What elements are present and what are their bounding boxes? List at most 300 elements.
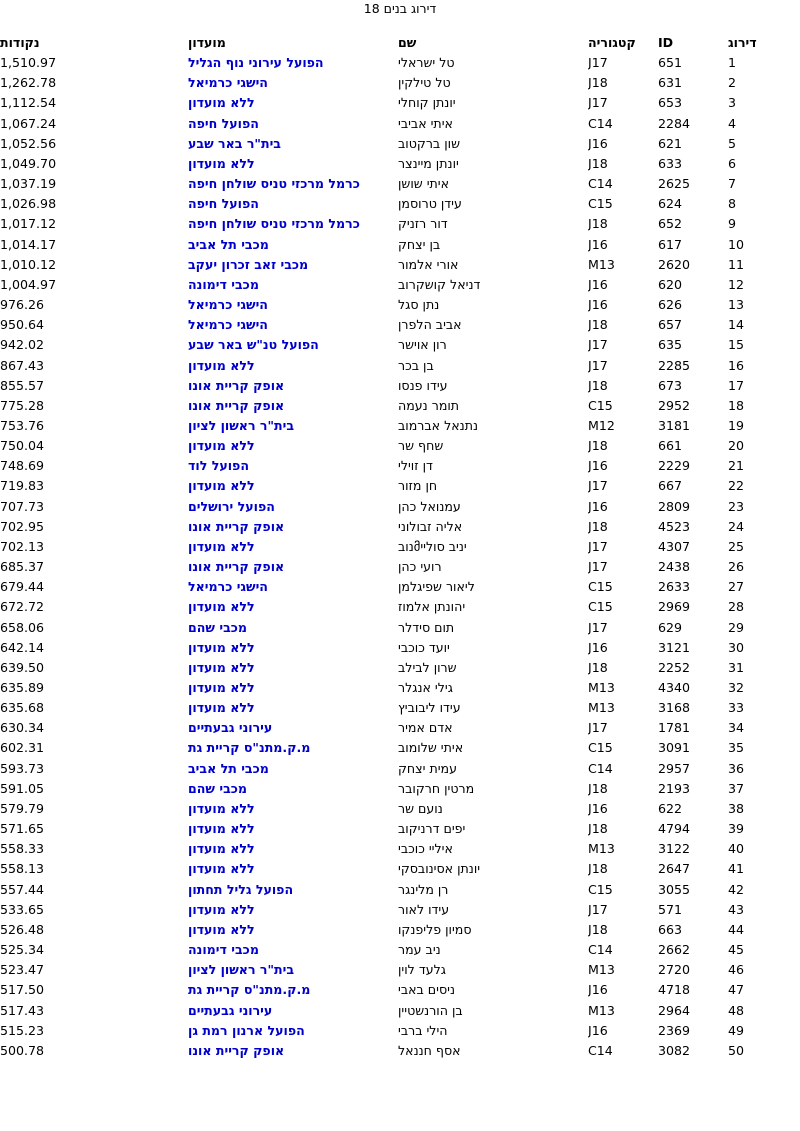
table-row	[0, 356, 800, 376]
cell-rank: 4	[728, 115, 737, 131]
cell-category: C14	[588, 1042, 613, 1058]
table-row	[0, 214, 800, 234]
cell-points: 976.26	[0, 297, 45, 313]
cell-name: הילי ברבי	[398, 1022, 448, 1038]
cell-category: J16	[588, 1022, 608, 1038]
cell-id: 633	[658, 155, 683, 171]
cell-points: 1,067.24	[0, 115, 57, 131]
cell-club: הישגי כרמיאל	[188, 297, 268, 313]
cell-points: 1,262.78	[0, 75, 57, 91]
cell-club: מכבי תל אביב	[188, 236, 269, 252]
cell-category: J18	[588, 377, 608, 393]
cell-category: C15	[588, 196, 613, 212]
cell-category: J16	[588, 498, 608, 514]
cell-club: בית"ר ראשון לציון	[188, 417, 295, 433]
table-row	[0, 1001, 800, 1021]
cell-id: 2647	[658, 861, 691, 877]
cell-points: 679.44	[0, 579, 45, 595]
cell-club: ללא מועדון	[188, 841, 255, 857]
cell-points: 672.72	[0, 599, 45, 615]
cell-name: רון אוישר	[398, 337, 447, 353]
cell-id: 2952	[658, 397, 691, 413]
cell-name: אורי אלמור	[398, 256, 459, 272]
cell-id: 4307	[658, 538, 691, 554]
cell-name: יועד כוכבי	[398, 639, 450, 655]
cell-category: J18	[588, 780, 608, 796]
cell-name: איליי כוכבי	[398, 841, 453, 857]
cell-id: 2620	[658, 256, 691, 272]
cell-points: 525.34	[0, 942, 45, 958]
cell-category: J16	[588, 276, 608, 292]
cell-club: מכבי תל אביב	[188, 760, 269, 776]
cell-category: J18	[588, 921, 608, 937]
cell-club: ללא מועדון	[188, 861, 255, 877]
cell-points: 1,014.17	[0, 236, 57, 252]
cell-club: אופק קריית אונו	[188, 1042, 285, 1058]
cell-name: דניאל קושקרוב	[398, 276, 481, 292]
cell-points: 702.13	[0, 538, 45, 554]
cell-category: J17	[588, 337, 608, 353]
cell-category: C15	[588, 599, 613, 615]
cell-rank: 41	[728, 861, 745, 877]
cell-category: J18	[588, 317, 608, 333]
table-row	[0, 718, 800, 738]
cell-club: ללא מועדון	[188, 680, 255, 695]
cell-rank: 16	[728, 357, 745, 373]
cell-name: בן הורנשטיין	[398, 1002, 463, 1018]
cell-club: ללא מועדון	[188, 155, 255, 171]
cell-club: הישגי כרמיאל	[188, 317, 268, 333]
cell-id: 2193	[658, 780, 691, 796]
cell-name: עידן טרוסמן	[398, 196, 462, 212]
table-row	[0, 960, 800, 980]
cell-id: 621	[658, 135, 683, 151]
cell-name: איתי שושן	[398, 176, 450, 192]
cell-category: J17	[588, 559, 608, 575]
cell-points: 942.02	[0, 337, 45, 353]
table-row	[0, 819, 800, 839]
cell-rank: 31	[728, 659, 745, 675]
table-row	[0, 194, 800, 214]
cell-category: C15	[588, 579, 613, 595]
cell-points: 558.13	[0, 861, 45, 877]
cell-club: הפועל לוד	[188, 458, 249, 474]
cell-club: ללא מועדון	[188, 901, 255, 917]
cell-name: שחף שר	[398, 438, 444, 454]
cell-id: 4340	[658, 680, 691, 695]
cell-category: J18	[588, 438, 608, 454]
cell-points: 1,004.97	[0, 276, 57, 292]
cell-id: 651	[658, 55, 683, 71]
cell-club: בית"ר ראשון לציון	[188, 962, 295, 978]
cell-name: נועם שר	[398, 800, 443, 816]
table-row	[0, 638, 800, 658]
cell-id: 4718	[658, 982, 691, 998]
cell-id: 617	[658, 236, 683, 252]
cell-category: M13	[588, 962, 615, 978]
cell-category: C15	[588, 740, 613, 756]
cell-rank: 48	[728, 1002, 745, 1018]
cell-club: הישגי כרמיאל	[188, 75, 268, 91]
cell-id: 652	[658, 216, 683, 232]
cell-name: בן בכר	[398, 357, 434, 373]
cell-points: 523.47	[0, 962, 45, 978]
cell-id: 2633	[658, 579, 691, 595]
cell-points: 579.79	[0, 800, 45, 816]
table-row	[0, 738, 800, 758]
cell-id: 3082	[658, 1042, 691, 1058]
table-row	[0, 376, 800, 396]
cell-name: יונתן אסינובסקי	[398, 861, 481, 877]
cell-id: 2252	[658, 659, 691, 675]
column-header-points: נקודות	[0, 35, 40, 50]
column-header-name: שם	[398, 35, 417, 50]
cell-club: כרמל מרכזי טניס שולחן חיפה	[188, 216, 360, 232]
table-row	[0, 678, 800, 698]
cell-points: 707.73	[0, 498, 45, 514]
cell-rank: 19	[728, 417, 745, 433]
cell-category: J16	[588, 982, 608, 998]
cell-category: C15	[588, 881, 613, 897]
table-row	[0, 497, 800, 517]
cell-rank: 44	[728, 921, 745, 937]
cell-name: רן מלינגר	[398, 881, 449, 897]
cell-id: 3122	[658, 841, 691, 857]
table-row	[0, 900, 800, 920]
cell-club: כרמל מרכזי טניס שולחן חיפה	[188, 176, 360, 192]
cell-id: 2438	[658, 559, 691, 575]
cell-rank: 23	[728, 498, 745, 514]
cell-id: 635	[658, 337, 683, 353]
cell-name: אביב הלפרן	[398, 317, 462, 333]
cell-name: יונתן קוחלי	[398, 95, 456, 111]
cell-rank: 11	[728, 256, 745, 272]
cell-points: 1,049.70	[0, 155, 57, 171]
cell-category: M13	[588, 841, 615, 857]
cell-rank: 34	[728, 720, 745, 736]
cell-club: אופק קריית אונו	[188, 397, 285, 413]
table-row	[0, 658, 800, 678]
cell-id: 663	[658, 921, 683, 937]
cell-club: הפועל גליל תחתון	[188, 881, 294, 897]
table-row	[0, 73, 800, 93]
cell-id: 653	[658, 95, 683, 111]
cell-points: 517.43	[0, 1002, 45, 1018]
cell-club: ללא מועדון	[188, 821, 255, 837]
ranking-table	[0, 33, 800, 1061]
cell-name: גלעד לוין	[398, 962, 446, 978]
cell-id: 3181	[658, 417, 691, 433]
cell-club: ללא מועדון	[188, 599, 255, 615]
cell-id: 661	[658, 438, 683, 454]
cell-rank: 26	[728, 559, 745, 575]
cell-rank: 46	[728, 962, 745, 978]
cell-rank: 2	[728, 75, 737, 91]
cell-name: ניב עמר	[398, 942, 441, 958]
cell-id: 2369	[658, 1022, 691, 1038]
table-row	[0, 134, 800, 154]
cell-points: 1,026.98	[0, 196, 57, 212]
table-row	[0, 255, 800, 275]
cell-category: J18	[588, 75, 608, 91]
table-row	[0, 235, 800, 255]
cell-id: 2720	[658, 962, 691, 978]
cell-rank: 47	[728, 982, 745, 998]
table-row	[0, 779, 800, 799]
cell-club: ללא מועדון	[188, 659, 255, 675]
cell-points: 1,017.12	[0, 216, 57, 232]
cell-club: הפועל ירושלים	[188, 498, 275, 514]
cell-id: 620	[658, 276, 683, 292]
cell-points: 855.57	[0, 377, 45, 393]
cell-category: J16	[588, 135, 608, 151]
cell-rank: 22	[728, 478, 745, 494]
cell-rank: 8	[728, 196, 737, 212]
cell-id: 2662	[658, 942, 691, 958]
cell-club: מכבי דימונה	[188, 942, 259, 958]
cell-id: 622	[658, 800, 683, 816]
cell-rank: 17	[728, 377, 745, 393]
cell-category: M12	[588, 417, 615, 433]
cell-category: C14	[588, 942, 613, 958]
table-row	[0, 980, 800, 1000]
cell-points: 526.48	[0, 921, 45, 937]
column-header-category: קטגוריה	[588, 35, 636, 50]
cell-rank: 30	[728, 639, 745, 655]
cell-points: 867.43	[0, 357, 45, 373]
cell-name: אסף חננאל	[398, 1042, 461, 1058]
cell-category: J16	[588, 236, 608, 252]
cell-id: 2285	[658, 357, 691, 373]
cell-category: C14	[588, 176, 613, 192]
cell-category: C15	[588, 397, 613, 413]
cell-name: תום סידלר	[398, 619, 455, 635]
table-row	[0, 920, 800, 940]
cell-name: שרון לבילב	[398, 659, 457, 675]
cell-name: איתי שלומוב	[398, 740, 464, 756]
cell-name: דן זוילי	[398, 458, 433, 474]
cell-id: 2809	[658, 498, 691, 514]
table-row	[0, 436, 800, 456]
cell-id: 667	[658, 478, 683, 494]
cell-id: 2964	[658, 1002, 691, 1018]
cell-category: J18	[588, 155, 608, 171]
column-header-rank: דירוג	[728, 35, 757, 50]
cell-club: מ.ק.מתנ"ס קריית גת	[188, 740, 311, 756]
cell-name: עידו פנסו	[398, 377, 448, 393]
cell-rank: 33	[728, 700, 745, 716]
cell-points: 593.73	[0, 760, 45, 776]
table-row	[0, 53, 800, 73]
cell-category: J18	[588, 518, 608, 534]
cell-points: 517.50	[0, 982, 45, 998]
cell-name: תומר נעמה	[398, 397, 460, 413]
table-row	[0, 537, 800, 557]
cell-club: ללא מועדון	[188, 538, 255, 554]
cell-category: M13	[588, 680, 615, 695]
header-row	[0, 33, 800, 53]
cell-name: טל ישראלי	[398, 55, 455, 71]
cell-id: 4523	[658, 518, 691, 534]
cell-club: ללא מועדון	[188, 700, 255, 716]
table-row	[0, 577, 800, 597]
cell-rank: 13	[728, 297, 745, 313]
cell-points: 658.06	[0, 619, 45, 635]
cell-rank: 25	[728, 538, 745, 554]
cell-points: 557.44	[0, 881, 45, 897]
column-header-club: מועדון	[188, 35, 226, 50]
cell-points: 591.05	[0, 780, 45, 796]
cell-category: M13	[588, 1002, 615, 1018]
cell-points: 642.14	[0, 639, 45, 655]
cell-points: 775.28	[0, 397, 45, 413]
cell-id: 626	[658, 297, 683, 313]
cell-points: 558.33	[0, 841, 45, 857]
cell-points: 1,052.56	[0, 135, 57, 151]
cell-name: אליה זבולוני	[398, 518, 463, 534]
cell-category: J17	[588, 720, 608, 736]
cell-id: 3121	[658, 639, 691, 655]
table-row	[0, 940, 800, 960]
cell-points: 1,112.54	[0, 95, 57, 111]
cell-rank: 24	[728, 518, 745, 534]
cell-category: J17	[588, 478, 608, 494]
table-row	[0, 476, 800, 496]
cell-club: ללא מועדון	[188, 921, 255, 937]
cell-category: J17	[588, 95, 608, 111]
cell-rank: 35	[728, 740, 745, 756]
cell-points: 750.04	[0, 438, 45, 454]
cell-rank: 45	[728, 942, 745, 958]
cell-points: 500.78	[0, 1042, 45, 1058]
cell-points: 602.31	[0, 740, 45, 756]
cell-category: J16	[588, 639, 608, 655]
cell-rank: 5	[728, 135, 737, 151]
cell-club: מכבי שהם	[188, 780, 247, 796]
table-header	[0, 33, 800, 53]
table-row	[0, 759, 800, 779]
cell-rank: 40	[728, 841, 745, 857]
cell-id: 631	[658, 75, 683, 91]
cell-name: דור רזניק	[398, 216, 448, 232]
cell-points: 1,037.19	[0, 176, 57, 192]
cell-club: עירוני גבעתיים	[188, 720, 273, 736]
cell-id: 1781	[658, 720, 691, 736]
table-row	[0, 295, 800, 315]
cell-rank: 36	[728, 760, 745, 776]
cell-name: עמית יצחק	[398, 760, 457, 776]
cell-category: J18	[588, 216, 608, 232]
cell-name: עידו לאור	[398, 901, 450, 917]
cell-category: M13	[588, 256, 615, 272]
table-row	[0, 315, 800, 335]
cell-club: הפועל חיפה	[188, 115, 259, 131]
cell-rank: 15	[728, 337, 745, 353]
cell-club: ללא מועדון	[188, 95, 255, 111]
cell-category: J17	[588, 357, 608, 373]
cell-club: הפועל טנ"ש באר שבע	[188, 337, 319, 353]
cell-club: ללא מועדון	[188, 800, 255, 816]
table-row	[0, 174, 800, 194]
table-row	[0, 839, 800, 859]
cell-points: 702.95	[0, 518, 45, 534]
cell-rank: 6	[728, 155, 737, 171]
cell-points: 571.65	[0, 821, 45, 837]
cell-id: 3055	[658, 881, 691, 897]
cell-club: מכבי דימונה	[188, 276, 259, 292]
cell-name: מרטין חרקובר	[398, 780, 475, 796]
cell-rank: 14	[728, 317, 745, 333]
cell-club: אופק קריית אונו	[188, 377, 285, 393]
cell-name: יניב סולייმנוב	[398, 538, 467, 554]
cell-rank: 27	[728, 579, 745, 595]
cell-id: 2625	[658, 176, 691, 192]
cell-category: J18	[588, 861, 608, 877]
cell-points: 533.65	[0, 901, 45, 917]
table-row	[0, 517, 800, 537]
cell-category: J18	[588, 821, 608, 837]
cell-club: בית"ר באר שבע	[188, 135, 281, 151]
cell-rank: 18	[728, 397, 745, 413]
table-row	[0, 618, 800, 638]
cell-id: 657	[658, 317, 683, 333]
cell-id: 2284	[658, 115, 691, 131]
table-row	[0, 859, 800, 879]
table-row	[0, 335, 800, 355]
cell-points: 1,510.97	[0, 55, 57, 71]
cell-rank: 38	[728, 800, 745, 816]
cell-club: מ.ק.מתנ"ס קריית גת	[188, 982, 311, 998]
cell-club: אופק קריית אונו	[188, 559, 285, 575]
cell-rank: 49	[728, 1022, 745, 1038]
table-row	[0, 93, 800, 113]
cell-club: ללא מועדון	[188, 478, 255, 494]
cell-name: ניסים באבי	[398, 982, 456, 998]
table-row	[0, 557, 800, 577]
table-row	[0, 456, 800, 476]
cell-name: סמיון פליפנקו	[398, 921, 472, 937]
cell-id: 2969	[658, 599, 691, 615]
cell-rank: 12	[728, 276, 745, 292]
cell-name: גילי אנגלר	[398, 680, 453, 695]
cell-points: 630.34	[0, 720, 45, 736]
cell-rank: 43	[728, 901, 745, 917]
cell-category: J17	[588, 55, 608, 71]
cell-name: שון ברקטוב	[398, 135, 460, 151]
cell-name: רועי כהן	[398, 559, 442, 575]
cell-points: 685.37	[0, 559, 45, 575]
cell-rank: 10	[728, 236, 745, 252]
cell-category: J17	[588, 619, 608, 635]
cell-rank: 7	[728, 176, 737, 192]
table-row	[0, 1021, 800, 1041]
cell-rank: 42	[728, 881, 745, 897]
cell-points: 1,010.12	[0, 256, 57, 272]
cell-rank: 1	[728, 55, 737, 71]
cell-id: 673	[658, 377, 683, 393]
cell-points: 719.83	[0, 478, 45, 494]
cell-id: 4794	[658, 821, 691, 837]
cell-club: ללא מועדון	[188, 357, 255, 373]
cell-name: ליאור שפיגלמן	[398, 579, 475, 595]
cell-category: J18	[588, 659, 608, 675]
cell-points: 950.64	[0, 317, 45, 333]
cell-club: הפועל עירוני נוף הגליל	[188, 55, 324, 71]
table-row	[0, 114, 800, 134]
table-row	[0, 1041, 800, 1061]
cell-club: הפועל ארנון רמת גן	[188, 1022, 305, 1038]
table-row	[0, 880, 800, 900]
